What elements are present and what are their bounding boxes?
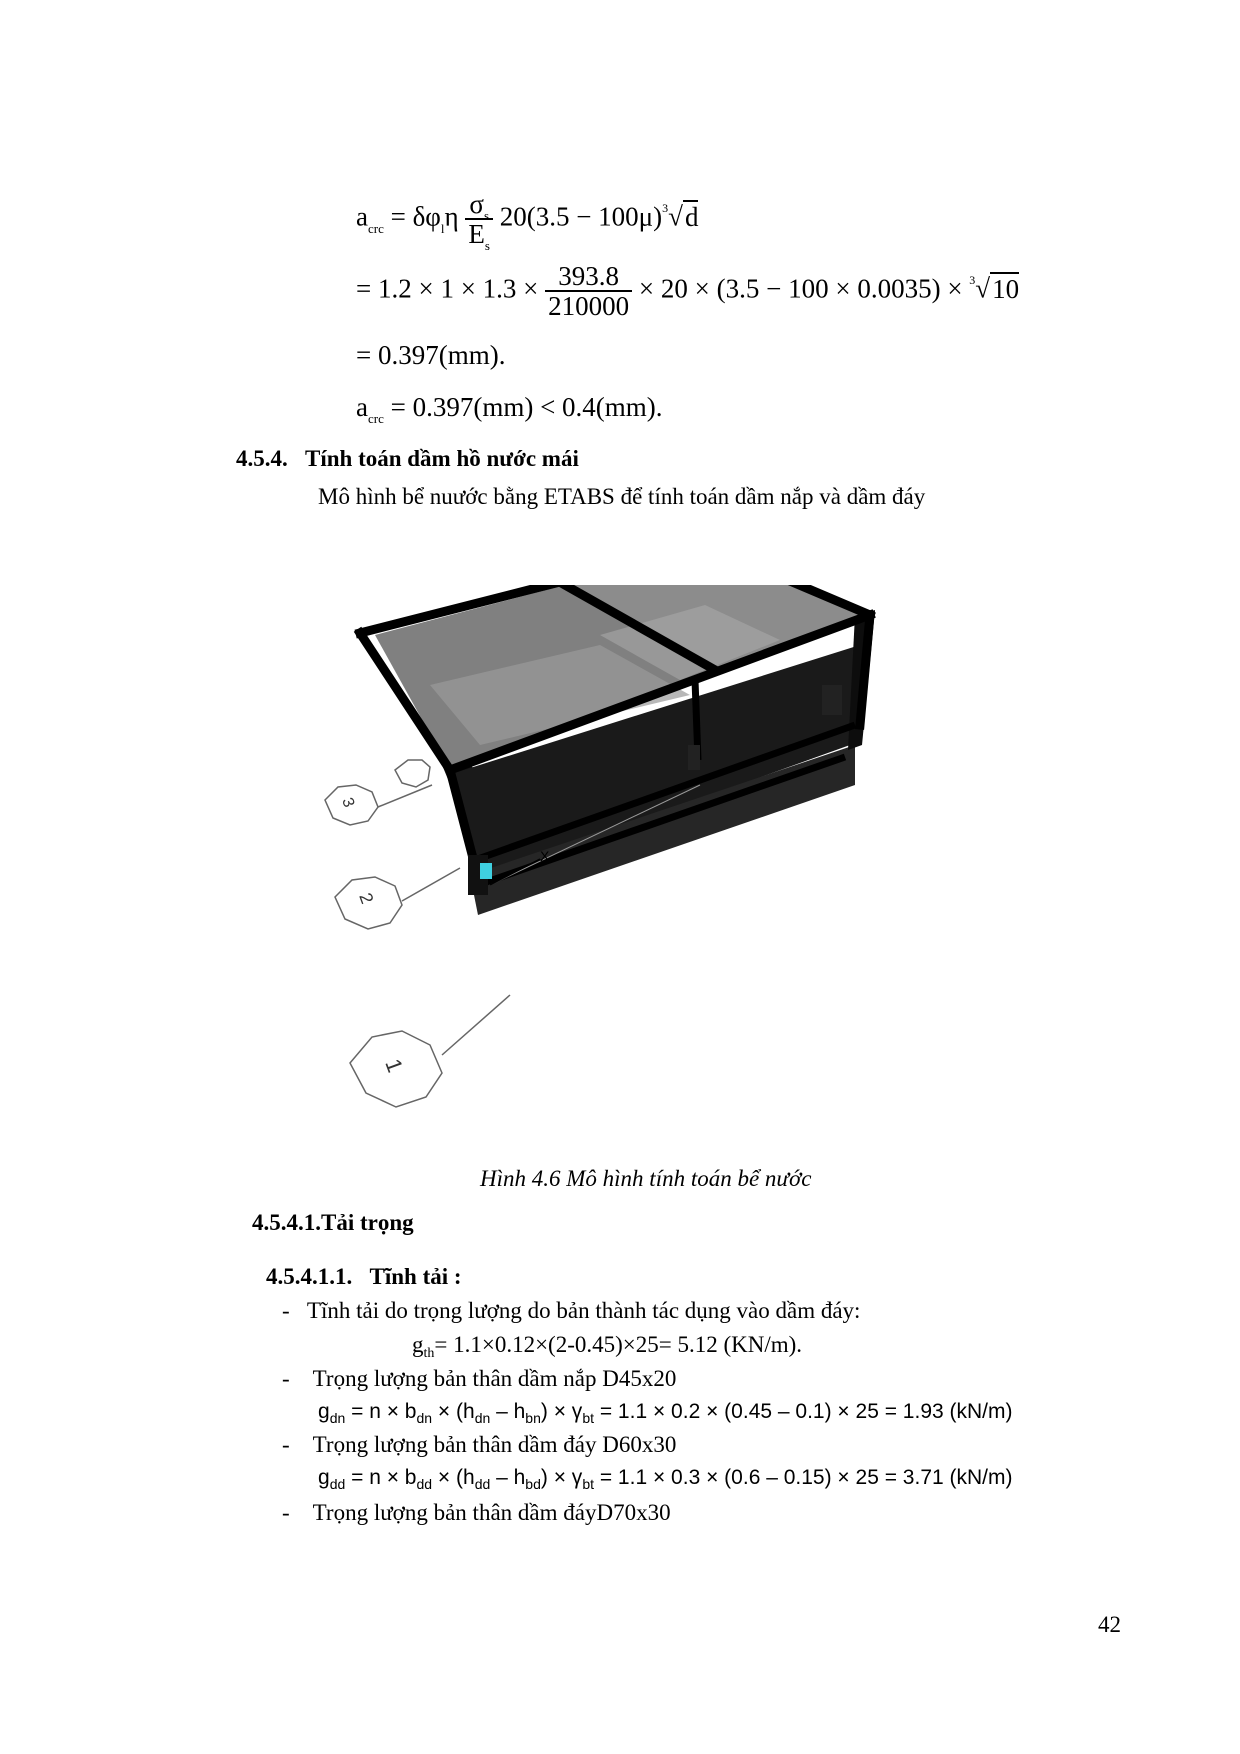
list-item: - Tĩnh tải do trọng lượng do bản thành tác dụng vào dầm đáy: — [282, 1298, 861, 1323]
grid-bubble-2 — [335, 868, 460, 929]
fraction-sigma-over-e: $\frac{\sigma_s}{E_s}$ — [465, 190, 493, 249]
subsection-heading: 4.5.4.1.Tải trọng — [252, 1210, 414, 1235]
etabs-tank-model-figure — [300, 585, 990, 1125]
figure-caption: Hình 4.6 Mô hình tính toán bể nước — [480, 1166, 812, 1191]
list-item: - Trọng lượng bản thân dầm đáyD70x30 — [282, 1500, 671, 1525]
formula-line-4: $a_{crc} = 0.397(mm) < 0.4(mm)$. — [356, 392, 663, 426]
calc-gth: $g_{th}= 1.1\times 0.12\times(2-0.45)\times 25= 5.12$ (KN/m). — [412, 1332, 803, 1361]
intro-paragraph: Mô hình bể nuước bằng ETABS để tính toán dầm nắp và dầm đáy — [318, 484, 926, 509]
grid-label-2: 2 — [355, 890, 378, 907]
origin-marker — [480, 863, 492, 879]
axis-x-label: X — [540, 848, 550, 864]
support-column-mid — [688, 745, 700, 770]
list-item: - Trọng lượng bản thân dầm đáy D60x30 — [282, 1432, 677, 1457]
fraction-stress: $\frac{393.8}{210000}$ — [545, 262, 632, 321]
grid-label-3: 3 — [338, 795, 358, 810]
grid-bubble-partial — [395, 760, 430, 787]
page-number: 42 — [1098, 1612, 1121, 1637]
calc-gdn: $g_{dn} = n \times b_{dn} \times (h_{dn} - h_{bn}) \times \gamma_{bt} = 1.1 \times 0.2 \times (0.45 - 0.1) \times 25 = 1.93$ (kN/m) — [318, 1400, 1013, 1426]
grid-bubble-1 — [350, 995, 510, 1107]
section-heading: 4.5.4. Tính toán dầm hồ nước mái — [236, 446, 579, 471]
list-item: - Trọng lượng bản thân dầm nắp D45x20 — [282, 1366, 677, 1391]
formula-line-2: = 1.2 × 1 × 1.3 × $\frac{393.8}{210000}$ × 20 × (3.5 − 100 × 0.0035) × $^3$√10 — [356, 261, 1020, 322]
subsubsection-heading: 4.5.4.1.1. Tĩnh tải : — [266, 1264, 462, 1289]
support-column-right — [822, 685, 842, 715]
grid-label-1: 1 — [380, 1055, 409, 1076]
formula-line-3: = 0.397(mm). — [356, 340, 506, 370]
calc-gdd: $g_{dd} = n \times b_{dd} \times (h_{dd} - h_{bd}) \times \gamma_{bt} = 1.1 \times 0.3 \times (0.6 - 0.15) \times 25 = 3.71$ (kN/m) — [318, 1466, 1013, 1492]
formula-line-1: $a_{crc} = \delta\varphi_l\eta$ $\frac{\sigma_s}{E_s}$ $20(3.5 - 100\mu)^3√d$ — [356, 189, 699, 254]
